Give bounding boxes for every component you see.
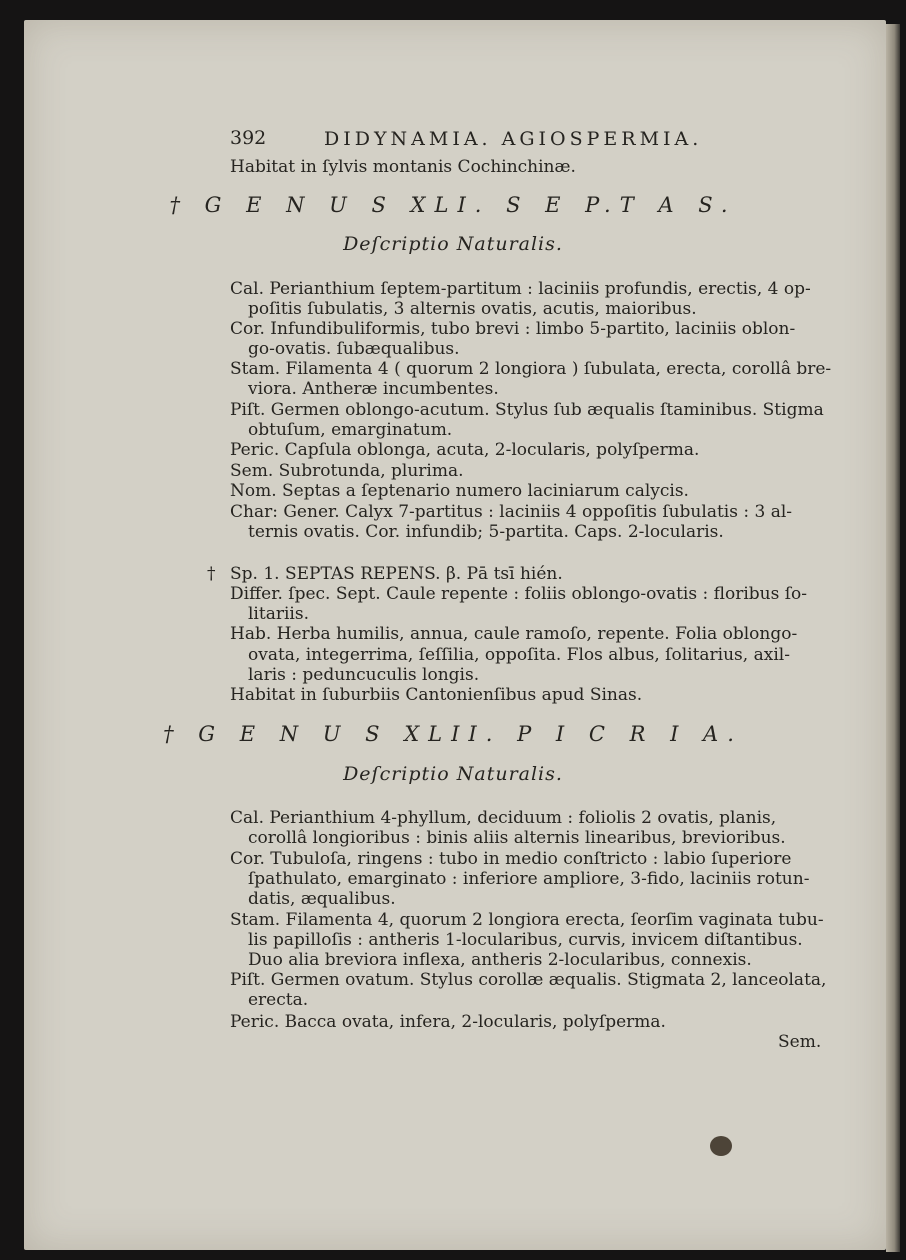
text-line: Peric. Capſula oblonga, acuta, 2-locularis, polyſperma. bbox=[230, 440, 700, 460]
text-line: Hab. Herba humilis, annua, caule ramoſo, repente. Folia oblongo- bbox=[230, 624, 798, 644]
text-line: Habitat in ſylvis montanis Cochinchinæ. bbox=[230, 157, 576, 177]
text-line: laris : peduncuculis longis. bbox=[248, 665, 480, 685]
text-line: Nom. Septas a ſeptenario numero laciniarum calycis. bbox=[230, 481, 689, 501]
text-line: Sp. 1. SEPTAS REPENS. β. Pā tsī hién. bbox=[230, 564, 563, 584]
text-line: erecta. bbox=[248, 990, 309, 1010]
text-line: Stam. Filamenta 4 ( quorum 2 longiora ) ſubulata, erecta, corollâ bre- bbox=[230, 359, 832, 379]
text-line: ſpathulato, emarginato : inferiore ampliore, 3-fido, laciniis rotun- bbox=[248, 869, 810, 889]
text-line: Cal. Perianthium 4-phyllum, deciduum : foliolis 2 ovatis, planis, bbox=[230, 808, 777, 828]
text-line: Piſt. Germen ovatum. Stylus corollæ æqualis. Stigmata 2, lanceolata, bbox=[230, 970, 827, 990]
text-line: Cal. Perianthium ſeptem-partitum : laciniis profundis, erectis, 4 op- bbox=[230, 279, 811, 299]
section-subheading: Deſcriptio Naturalis. bbox=[343, 233, 563, 255]
text-line: Cor. Infundibuliformis, tubo brevi : limbo 5-partito, laciniis oblon- bbox=[230, 319, 796, 339]
text-line: obtuſum, emarginatum. bbox=[248, 420, 453, 440]
text-line: poſitis ſubulatis, 3 alternis ovatis, acutis, maioribus. bbox=[248, 299, 697, 319]
text-line: Habitat in ſuburbiis Cantonienſibus apud Sinas. bbox=[230, 685, 643, 705]
text-line: litariis. bbox=[248, 604, 309, 624]
text-line: go-ovatis. ſubæqualibus. bbox=[248, 339, 460, 359]
text-line: Sem. Subrotunda, plurima. bbox=[230, 461, 464, 481]
text-line: Cor. Tubuloſa, ringens : tubo in medio conſtricto : labio ſuperiore bbox=[230, 849, 792, 869]
text-line: † bbox=[207, 564, 216, 584]
text-line: lis papilloſis : antheris 1-locularibus, curvis, invicem diſtantibus. bbox=[248, 930, 803, 950]
text-line: Char: Gener. Calyx 7-partitus : laciniis 4 oppoſitis ſubulatis : 3 al- bbox=[230, 502, 793, 522]
genus-heading: † G E N U S XLII. P I C R I A. bbox=[163, 722, 743, 746]
text-line: ovata, integerrima, ſeſſilia, oppoſita. Flos albus, ſolitarius, axil- bbox=[248, 645, 790, 665]
running-head: DIDYNAMIA. AGIOSPERMIA. bbox=[324, 128, 703, 150]
ink-stain bbox=[710, 1136, 732, 1156]
section-subheading: Deſcriptio Naturalis. bbox=[343, 763, 563, 785]
text-line: Piſt. Germen oblongo-acutum. Stylus ſub æqualis ſtaminibus. Stigma bbox=[230, 400, 824, 420]
text-line: ternis ovatis. Cor. infundib; 5-partita. Caps. 2-locularis. bbox=[248, 522, 724, 542]
text-line: Differ. ſpec. Sept. Caule repente : foliis oblongo-ovatis : floribus ſo- bbox=[230, 584, 807, 604]
text-line: Duo alia breviora inflexa, antheris 2-locularibus, connexis. bbox=[248, 950, 752, 970]
text-line: Peric. Bacca ovata, infera, 2-locularis, polyſperma. bbox=[230, 1012, 666, 1032]
text-line: Sem. bbox=[778, 1032, 822, 1052]
text-line: viora. Antheræ incumbentes. bbox=[248, 379, 499, 399]
genus-heading: † G E N U S XLI. S E P.T A S. bbox=[169, 193, 737, 217]
page-number: 392 bbox=[230, 127, 267, 149]
text-line: Stam. Filamenta 4, quorum 2 longiora erecta, ſeorſim vaginata tubu- bbox=[230, 910, 824, 930]
text-line: corollâ longioribus : binis aliis alternis linearibus, brevioribus. bbox=[248, 828, 786, 848]
text-line: datis, æqualibus. bbox=[248, 889, 396, 909]
